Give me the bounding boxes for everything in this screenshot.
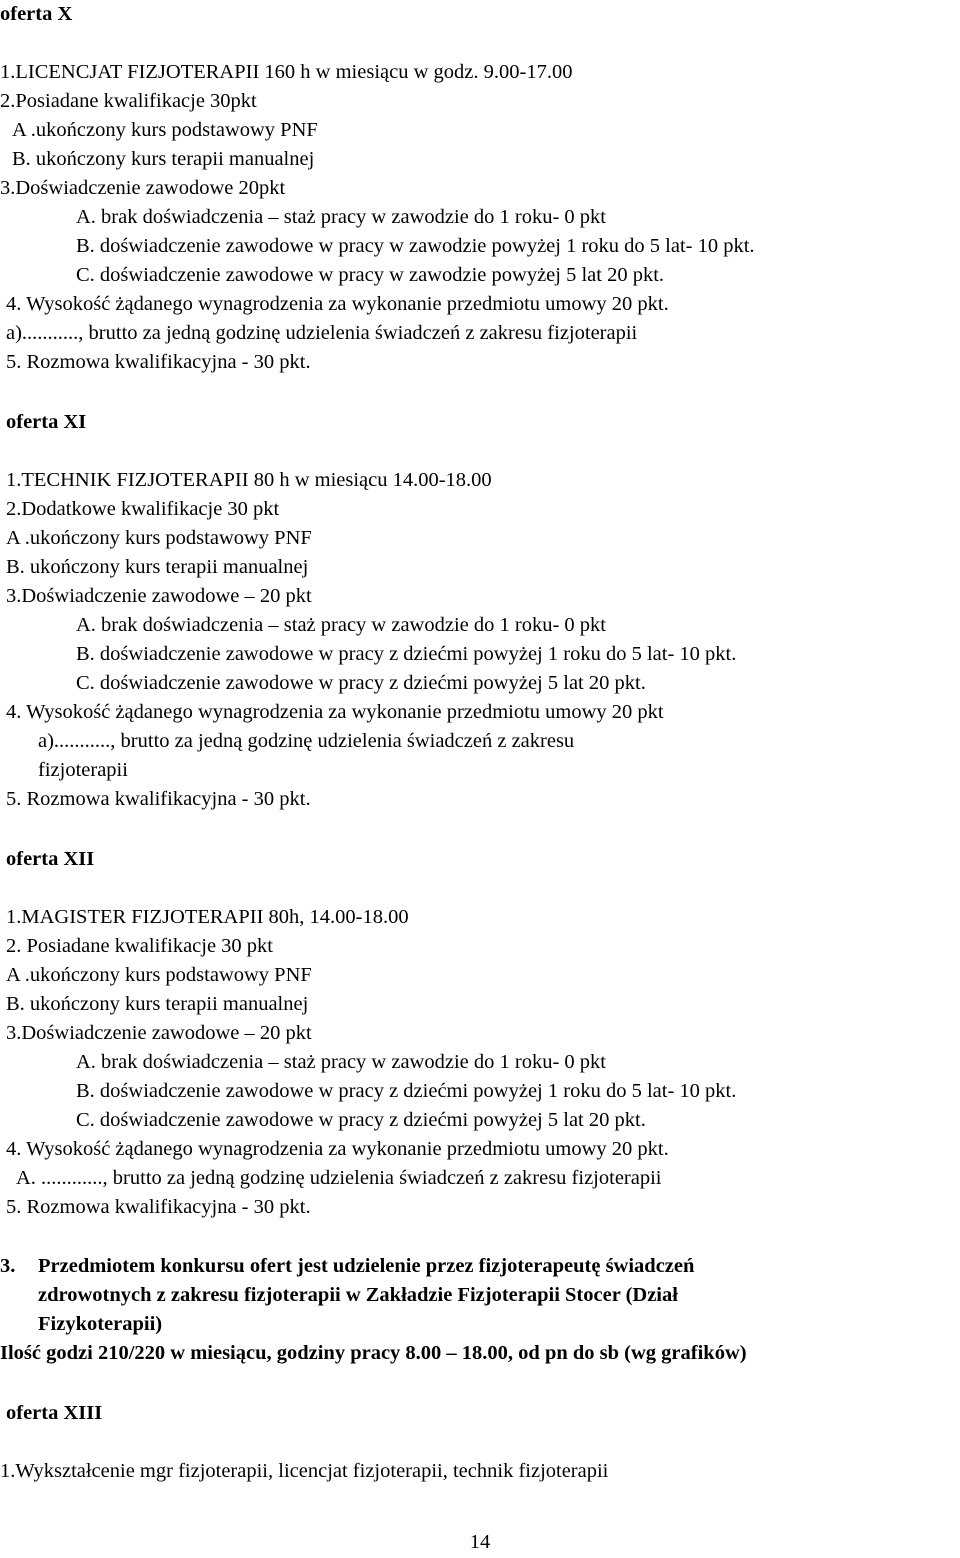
offer-xii-item-1: 1.MAGISTER FIZJOTERAPII 80h, 14.00-18.00 xyxy=(6,906,409,928)
offer-x-item-2: 2.Posiadane kwalifikacje 30pkt xyxy=(0,90,257,112)
offer-xi-item-2b: B. ukończony kurs terapii manualnej xyxy=(6,556,309,578)
offer-x-item-4a: a)..........., brutto za jedną godzinę udzielenia świadczeń z zakresu fizjoterapii xyxy=(6,322,638,344)
offer-x-item-3c: C. doświadczenie zawodowe w pracy w zawodzie powyżej 5 lat 20 pkt. xyxy=(76,264,665,286)
offer-x-item-3b: B. doświadczenie zawodowe w pracy w zawodzie powyżej 1 roku do 5 lat- 10 pkt. xyxy=(76,235,755,257)
offer-xii-item-5: 5. Rozmowa kwalifikacyjna - 30 pkt. xyxy=(6,1196,311,1218)
offer-xi-item-4a-continued: fizjoterapii xyxy=(38,759,128,781)
section-3-line-1: Przedmiotem konkursu ofert jest udzielenie przez fizjoterapeutę świadczeń xyxy=(38,1255,695,1277)
section-3-line-3: Fizykoterapii) xyxy=(38,1313,163,1335)
offer-x-heading: oferta X xyxy=(0,3,73,25)
offer-x-item-4: 4. Wysokość żądanego wynagrodzenia za wykonanie przedmiotu umowy 20 pkt. xyxy=(6,293,669,315)
section-3-working-hours: Ilość godzi 210/220 w miesiącu, godziny pracy 8.00 – 18.00, od pn do sb (wg grafików) xyxy=(0,1342,747,1364)
offer-xiii-heading: oferta XIII xyxy=(6,1402,103,1424)
offer-x-item-1: 1.LICENCJAT FIZJOTERAPII 160 h w miesiącu w godz. 9.00-17.00 xyxy=(0,61,573,83)
offer-xi-item-5: 5. Rozmowa kwalifikacyjna - 30 pkt. xyxy=(6,788,311,810)
offer-xii-item-2b: B. ukończony kurs terapii manualnej xyxy=(6,993,309,1015)
offer-xii-item-4: 4. Wysokość żądanego wynagrodzenia za wykonanie przedmiotu umowy 20 pkt. xyxy=(6,1138,669,1160)
section-3-number: 3. xyxy=(0,1255,16,1277)
offer-xi-item-3a: A. brak doświadczenia – staż pracy w zawodzie do 1 roku- 0 pkt xyxy=(76,614,606,636)
offer-x-item-2b: B. ukończony kurs terapii manualnej xyxy=(12,148,315,170)
offer-x-item-3: 3.Doświadczenie zawodowe 20pkt xyxy=(0,177,286,199)
page-number: 14 xyxy=(469,1531,491,1553)
offer-xi-item-1: 1.TECHNIK FIZJOTERAPII 80 h w miesiącu 14.00-18.00 xyxy=(6,469,492,491)
offer-xi-item-3b: B. doświadczenie zawodowe w pracy z dziećmi powyżej 1 roku do 5 lat- 10 pkt. xyxy=(76,643,737,665)
offer-xi-heading: oferta XI xyxy=(6,411,87,433)
offer-xii-item-2a: A .ukończony kurs podstawowy PNF xyxy=(6,964,312,986)
offer-xi-item-2a: A .ukończony kurs podstawowy PNF xyxy=(6,527,312,549)
offer-xii-item-3: 3.Doświadczenie zawodowe – 20 pkt xyxy=(6,1022,312,1044)
offer-xii-item-3a: A. brak doświadczenia – staż pracy w zawodzie do 1 roku- 0 pkt xyxy=(76,1051,606,1073)
offer-xi-item-3c: C. doświadczenie zawodowe w pracy z dziećmi powyżej 5 lat 20 pkt. xyxy=(76,672,646,694)
offer-x-item-5: 5. Rozmowa kwalifikacyjna - 30 pkt. xyxy=(6,351,311,373)
offer-xi-item-2: 2.Dodatkowe kwalifikacje 30 pkt xyxy=(6,498,280,520)
offer-xii-heading: oferta XII xyxy=(6,848,95,870)
offer-xii-item-4a: A. ............, brutto za jedną godzinę udzielenia świadczeń z zakresu fizjoterapii xyxy=(16,1167,662,1189)
offer-xiii-item-1: 1.Wykształcenie mgr fizjoterapii, licencjat fizjoterapii, technik fizjoterapii xyxy=(0,1460,609,1482)
offer-xi-item-4a: a)..........., brutto za jedną godzinę udzielenia świadczeń z zakresu xyxy=(38,730,575,752)
offer-xii-item-3c: C. doświadczenie zawodowe w pracy z dziećmi powyżej 5 lat 20 pkt. xyxy=(76,1109,646,1131)
offer-x-item-3a: A. brak doświadczenia – staż pracy w zawodzie do 1 roku- 0 pkt xyxy=(76,206,606,228)
offer-xi-item-3: 3.Doświadczenie zawodowe – 20 pkt xyxy=(6,585,312,607)
offer-xii-item-2: 2. Posiadane kwalifikacje 30 pkt xyxy=(6,935,274,957)
section-3-line-2: zdrowotnych z zakresu fizjoterapii w Zakładzie Fizjoterapii Stocer (Dział xyxy=(38,1284,678,1306)
offer-x-item-2a: A .ukończony kurs podstawowy PNF xyxy=(12,119,318,141)
offer-xii-item-3b: B. doświadczenie zawodowe w pracy z dziećmi powyżej 1 roku do 5 lat- 10 pkt. xyxy=(76,1080,737,1102)
offer-xi-item-4: 4. Wysokość żądanego wynagrodzenia za wykonanie przedmiotu umowy 20 pkt xyxy=(6,701,664,723)
